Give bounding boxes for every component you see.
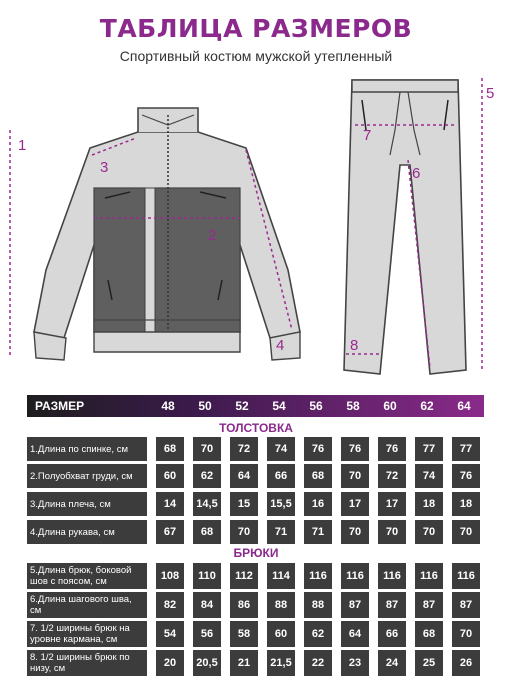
dimension-label-4: 4 xyxy=(276,337,285,354)
table-cell: 68 xyxy=(415,621,443,647)
table-cell: 112 xyxy=(230,563,258,589)
table-cell: 68 xyxy=(193,520,221,544)
table-cell: 54 xyxy=(156,621,184,647)
table-cell: 15 xyxy=(230,492,258,516)
table-cell: 108 xyxy=(156,563,184,589)
table-cell: 64 xyxy=(341,621,369,647)
table-cell: 21 xyxy=(230,650,258,676)
table-cell: 70 xyxy=(341,464,369,488)
pants-drawing xyxy=(344,80,466,374)
table-cell: 67 xyxy=(156,520,184,544)
table-cell: 66 xyxy=(378,621,406,647)
table-cell: 74 xyxy=(415,464,443,488)
table-cell: 16 xyxy=(304,492,332,516)
table-row xyxy=(27,592,484,618)
table-cell: 20 xyxy=(156,650,184,676)
row-label: 8. 1/2 ширины брюк по низу, см xyxy=(27,650,147,676)
table-row xyxy=(27,621,484,647)
dimension-label-2: 2 xyxy=(208,227,217,244)
table-cell: 82 xyxy=(156,592,184,618)
table-cell: 87 xyxy=(341,592,369,618)
size-header-label: РАЗМЕР xyxy=(35,399,85,413)
row-label: 3.Длина плеча, см xyxy=(27,492,147,516)
table-cell: 72 xyxy=(378,464,406,488)
table-cell: 15,5 xyxy=(267,492,295,516)
table-cell: 84 xyxy=(193,592,221,618)
table-cell: 116 xyxy=(341,563,369,589)
table-row xyxy=(27,650,484,676)
table-cell: 114 xyxy=(267,563,295,589)
page-title: ТАБЛИЦА РАЗМЕРОВ xyxy=(99,14,413,43)
table-cell: 76 xyxy=(304,437,332,461)
table-cell: 70 xyxy=(452,621,480,647)
table-cell: 71 xyxy=(267,520,295,544)
table-cell: 58 xyxy=(230,621,258,647)
table-cell: 62 xyxy=(193,464,221,488)
table-cell: 56 xyxy=(193,621,221,647)
size-64: 64 xyxy=(457,399,471,413)
table-cell: 88 xyxy=(267,592,295,618)
table-cell: 76 xyxy=(452,464,480,488)
row-label: 7. 1/2 ширины брюк на уровне кармана, см xyxy=(27,621,147,647)
dimension-label-5: 5 xyxy=(486,85,495,102)
table-cell: 14 xyxy=(156,492,184,516)
table-cell: 17 xyxy=(378,492,406,516)
table-cell: 20,5 xyxy=(193,650,221,676)
table-cell: 70 xyxy=(452,520,480,544)
row-label: 6.Длина шагового шва, см xyxy=(27,592,147,618)
table-cell: 22 xyxy=(304,650,332,676)
dimension-label-6: 6 xyxy=(412,165,421,182)
table-cell: 116 xyxy=(415,563,443,589)
table-cell: 18 xyxy=(415,492,443,516)
table-cell: 116 xyxy=(378,563,406,589)
row-label: 1.Длина по спинке, см xyxy=(27,437,147,461)
table-cell: 70 xyxy=(230,520,258,544)
table-cell: 70 xyxy=(341,520,369,544)
table-cell: 76 xyxy=(378,437,406,461)
size-60: 60 xyxy=(383,399,397,413)
table-cell: 70 xyxy=(415,520,443,544)
table-cell: 17 xyxy=(341,492,369,516)
row-label: 2.Полуобхват груди, см xyxy=(27,464,147,488)
table-cell: 14,5 xyxy=(193,492,221,516)
table-cell: 87 xyxy=(415,592,443,618)
table-cell: 70 xyxy=(378,520,406,544)
table-cell: 72 xyxy=(230,437,258,461)
table-cell: 116 xyxy=(304,563,332,589)
row-label: 4.Длина рукава, см xyxy=(27,520,147,544)
table-cell: 26 xyxy=(452,650,480,676)
table-cell: 66 xyxy=(267,464,295,488)
jacket-drawing xyxy=(34,108,300,360)
table-cell: 77 xyxy=(415,437,443,461)
size-header-row xyxy=(27,395,484,417)
table-cell: 110 xyxy=(193,563,221,589)
table-cell: 71 xyxy=(304,520,332,544)
size-58: 58 xyxy=(346,399,360,413)
dimension-label-1: 1 xyxy=(18,137,27,154)
table-cell: 64 xyxy=(230,464,258,488)
table-row xyxy=(27,563,484,589)
table-cell: 88 xyxy=(304,592,332,618)
table-cell: 21,5 xyxy=(267,650,295,676)
table-cell: 116 xyxy=(452,563,480,589)
size-52: 52 xyxy=(235,399,249,413)
table-cell: 25 xyxy=(415,650,443,676)
size-54: 54 xyxy=(272,399,286,413)
table-row xyxy=(27,520,484,544)
table-row xyxy=(27,437,484,461)
page-subtitle: Спортивный костюм мужской утепленный xyxy=(119,48,393,64)
table-cell: 76 xyxy=(341,437,369,461)
row-label: 5.Длина брюк, боковой шов с поясом, см xyxy=(27,563,147,589)
table-cell: 60 xyxy=(156,464,184,488)
size-50: 50 xyxy=(198,399,212,413)
section-pants: БРЮКИ xyxy=(233,546,279,560)
table-row xyxy=(27,492,484,516)
size-62: 62 xyxy=(420,399,434,413)
table-cell: 62 xyxy=(304,621,332,647)
dimension-label-7: 7 xyxy=(363,127,372,144)
table-cell: 70 xyxy=(193,437,221,461)
section-jacket: ТОЛСТОВКА xyxy=(219,421,293,435)
table-row xyxy=(27,464,484,488)
table-cell: 86 xyxy=(230,592,258,618)
dimension-label-3: 3 xyxy=(100,159,109,176)
table-cell: 18 xyxy=(452,492,480,516)
table-cell: 60 xyxy=(267,621,295,647)
size-56: 56 xyxy=(309,399,323,413)
size-48: 48 xyxy=(161,399,175,413)
table-cell: 23 xyxy=(341,650,369,676)
table-cell: 68 xyxy=(156,437,184,461)
dimension-label-8: 8 xyxy=(350,337,359,354)
table-cell: 74 xyxy=(267,437,295,461)
table-cell: 77 xyxy=(452,437,480,461)
table-cell: 87 xyxy=(452,592,480,618)
table-cell: 87 xyxy=(378,592,406,618)
table-cell: 24 xyxy=(378,650,406,676)
garment-illustration xyxy=(0,70,512,390)
table-cell: 68 xyxy=(304,464,332,488)
